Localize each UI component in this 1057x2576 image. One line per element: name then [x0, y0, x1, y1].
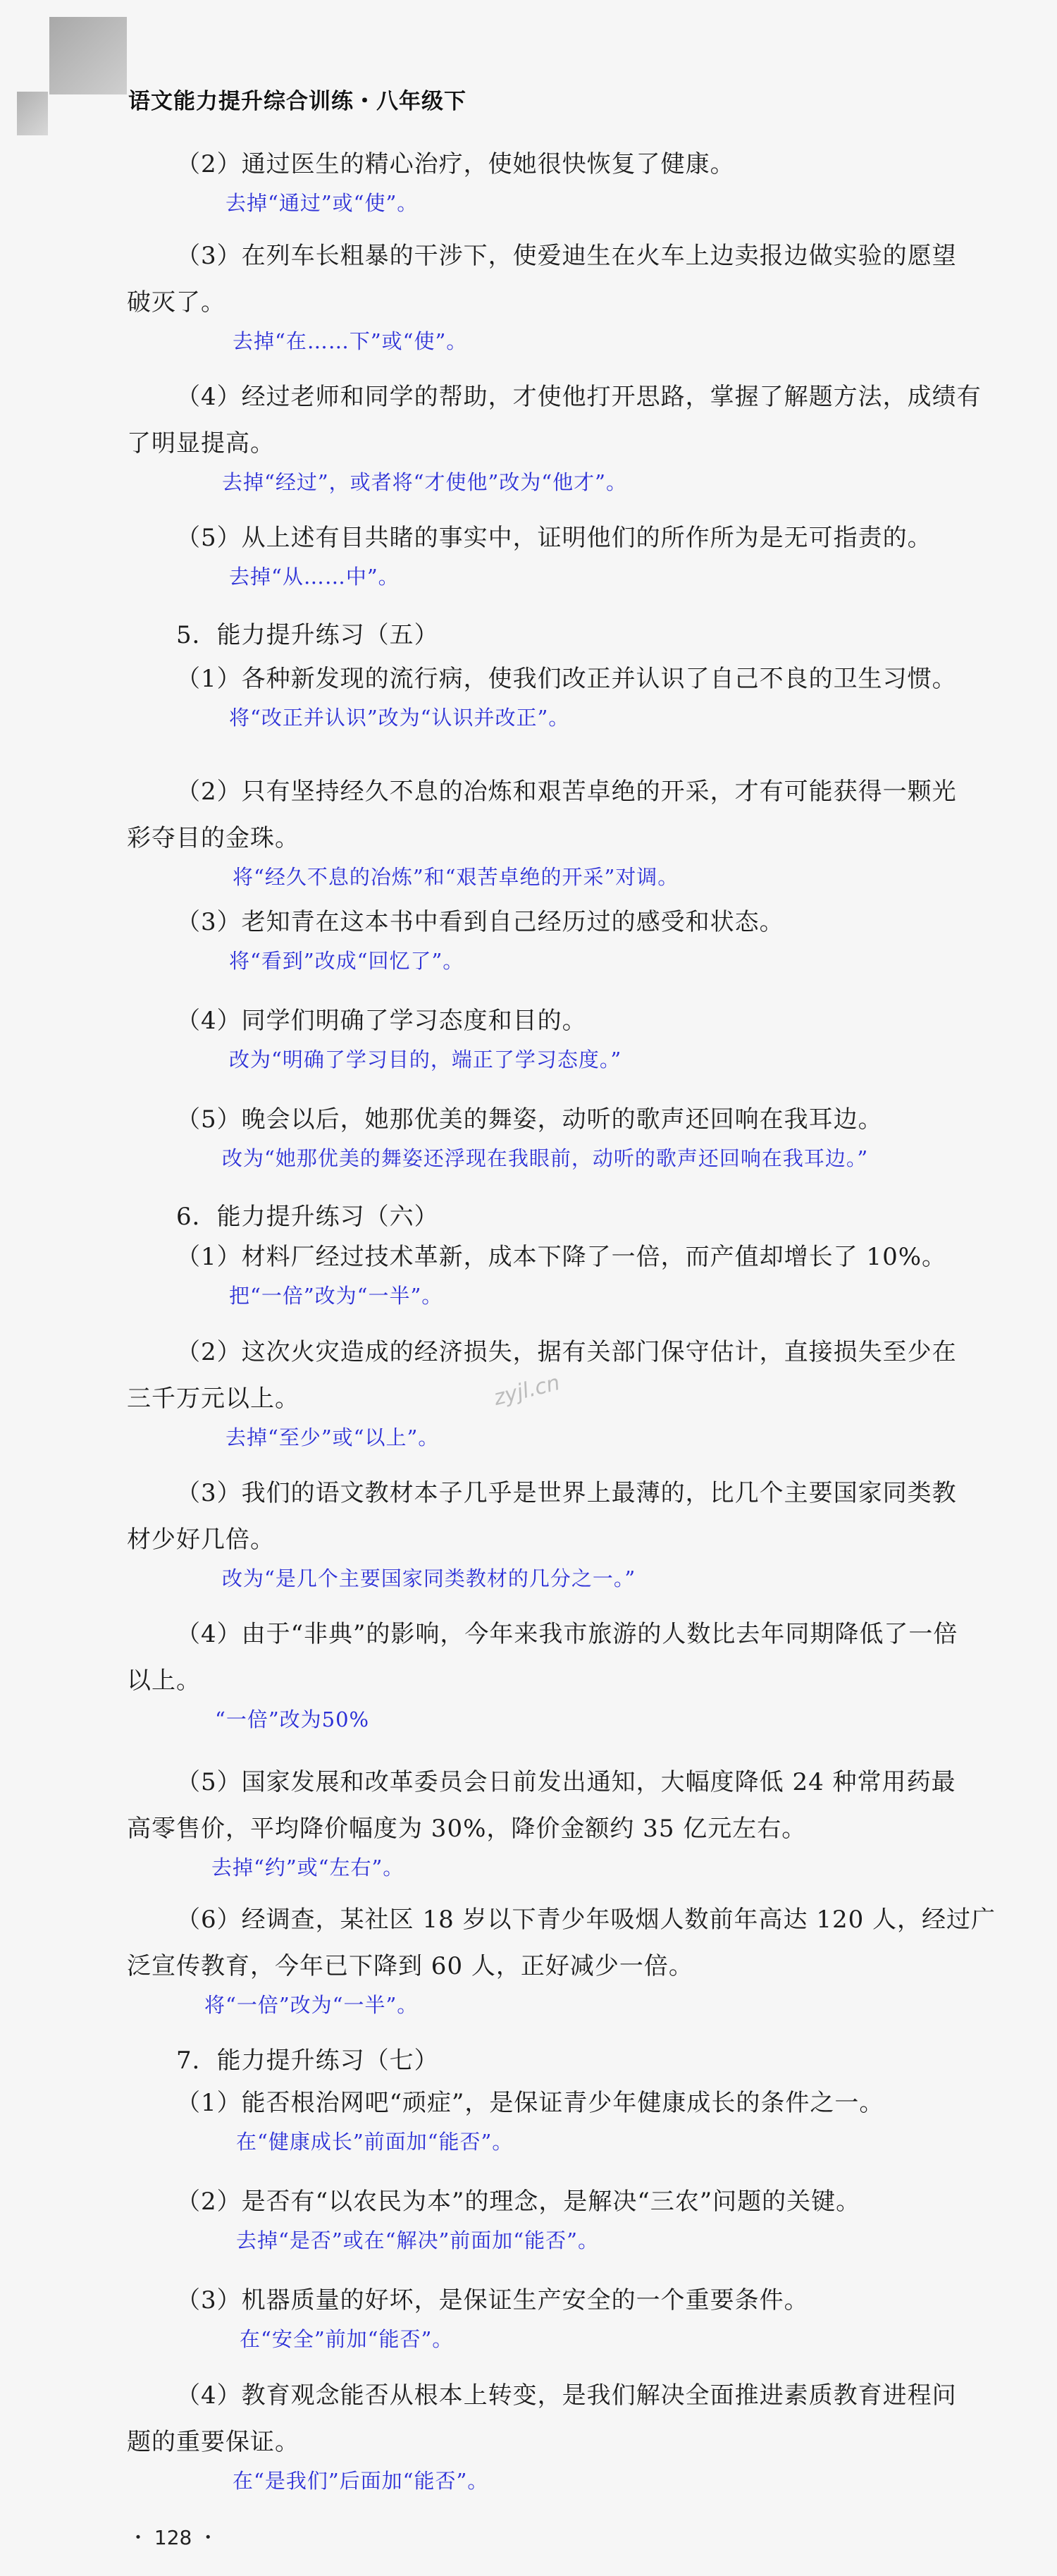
question-line: （3）机器质量的好坏，是保证生产安全的一个重要条件。	[176, 2286, 809, 2314]
question-line: （3）老知青在这本书中看到自己经历过的感受和状态。	[176, 908, 784, 936]
answer-text: 将“经久不息的冶炼”和“艰苦卓绝的开采”对调。	[233, 865, 679, 889]
question-line: （4）教育观念能否从根本上转变，是我们解决全面推进素质教育进程问	[176, 2381, 957, 2410]
question-line-cont: 了明显提高。	[127, 429, 275, 458]
answer-text: 在“安全”前加“能否”。	[240, 2327, 454, 2351]
page-header: 语文能力提升综合训练・八年级下	[128, 89, 466, 114]
question-line: （2）是否有“以农民为本”的理念，是解决“三农”问题的关键。	[176, 2188, 861, 2216]
exercise-item	[0, 2178, 1057, 2254]
question-line: （4）同学们明确了学习态度和目的。	[176, 1007, 587, 1035]
answer-text: 去掉“是否”或在“解决”前面加“能否”。	[236, 2228, 599, 2252]
exercise-item	[0, 768, 1057, 890]
exercise-item	[0, 141, 1057, 216]
question-line-cont: 泛宣传教育，今年已下降到 60 人，正好减少一倍。	[127, 1952, 693, 1980]
question-line: （4）经过老师和同学的帮助，才使他打开思路，掌握了解题方法，成绩有	[176, 383, 982, 411]
question-line: （5）国家发展和改革委员会日前发出通知，大幅度降低 24 种常用药最	[176, 1768, 956, 1796]
answer-text: 去掉“经过”，或者将“才使他”改为“他才”。	[222, 470, 627, 494]
answer-text: 将“看到”改成“回忆了”。	[229, 949, 464, 973]
corner-decoration	[49, 17, 127, 94]
question-line: （5）从上述有目共睹的事实中，证明他们的所作所为是无可指责的。	[176, 524, 932, 552]
exercise-item	[0, 2080, 1057, 2155]
question-line: （1）材料厂经过技术革新，成本下降了一倍，而产值却增长了 10%。	[176, 1243, 947, 1271]
question-line: （2）只有坚持经久不息的冶炼和艰苦卓绝的开采，才有可能获得一颗光	[176, 778, 957, 806]
question-line: （2）这次火灾造成的经济损失，据有关部门保守估计，直接损失至少在	[176, 1338, 957, 1366]
question-line: （2）通过医生的精心治疗，使她很快恢复了健康。	[176, 150, 735, 178]
answer-text: 去掉“通过”或“使”。	[225, 191, 419, 215]
exercise-item	[0, 2372, 1057, 2494]
answer-text: 在“健康成长”前面加“能否”。	[236, 2130, 514, 2154]
exercise-item	[0, 1096, 1057, 1172]
question-line-cont: 材少好几倍。	[127, 1526, 275, 1554]
watermark: zyjl.cn	[491, 1370, 563, 1411]
question-line: （3）在列车长粗暴的干涉下，使爱迪生在火车上边卖报边做实验的愿望	[176, 242, 957, 270]
exercise-item	[0, 1759, 1057, 1881]
answer-text: 去掉“从……中”。	[229, 565, 400, 589]
exercise-item	[0, 1611, 1057, 1733]
answer-text: “一倍”改为50%	[215, 1707, 370, 1731]
question-line-cont: 题的重要保证。	[127, 2428, 299, 2456]
answer-text: 去掉“至少”或“以上”。	[225, 1425, 440, 1449]
question-line: （1）各种新发现的流行病，使我们改正并认识了自己不良的卫生习惯。	[176, 665, 957, 693]
exercise-item	[0, 2277, 1057, 2353]
answer-text: 将“改正并认识”改为“认识并改正”。	[229, 706, 570, 730]
exercise-item	[0, 1896, 1057, 2018]
page-number: ・ 128 ・	[128, 2526, 218, 2549]
corner-decoration-small	[17, 92, 48, 135]
exercise-item	[0, 515, 1057, 590]
answer-text: 改为“她那优美的舞姿还浮现在我眼前，动听的歌声还回响在我耳边。”	[222, 1146, 869, 1170]
exercise-item	[0, 374, 1057, 496]
section-title: 5．能力提升练习（五）	[176, 621, 439, 649]
question-line-cont: 彩夺目的金珠。	[127, 824, 299, 852]
answer-text: 将“一倍”改为“一半”。	[204, 1993, 419, 2017]
answer-text: 把“一倍”改为“一半”。	[229, 1284, 443, 1308]
question-line-cont: 高零售价，平均降价幅度为 30%，降价金额约 35 亿元左右。	[127, 1815, 807, 1843]
section-title: 6．能力提升练习（六）	[176, 1203, 439, 1231]
exercise-item	[0, 1470, 1057, 1592]
exercise-item	[0, 998, 1057, 1073]
question-line: （1）能否根治网吧“顽症”，是保证青少年健康成长的条件之一。	[176, 2089, 884, 2117]
question-line-cont: 三千万元以上。	[127, 1385, 299, 1413]
question-line: （6）经调查，某社区 18 岁以下青少年吸烟人数前年高达 120 人，经过广	[176, 1906, 996, 1934]
answer-text: 改为“明确了学习目的，端正了学习态度。”	[229, 1048, 622, 1072]
exercise-item	[0, 1234, 1057, 1309]
exercise-item	[0, 899, 1057, 974]
answer-text: 去掉“在……下”或“使”。	[233, 329, 468, 353]
question-line: （3）我们的语文教材本子几乎是世界上最薄的，比几个主要国家同类教	[176, 1479, 957, 1507]
answer-text: 去掉“约”或“左右”。	[211, 1856, 404, 1879]
question-line: （5）晚会以后，她那优美的舞姿，动听的歌声还回响在我耳边。	[176, 1105, 883, 1134]
exercise-item	[0, 656, 1057, 731]
exercise-item	[0, 233, 1057, 355]
answer-text: 在“是我们”后面加“能否”。	[233, 2469, 489, 2493]
question-line-cont: 以上。	[127, 1667, 201, 1695]
question-line-cont: 破灭了。	[127, 288, 225, 317]
section-title: 7．能力提升练习（七）	[176, 2047, 439, 2075]
answer-text: 改为“是几个主要国家同类教材的几分之一。”	[222, 1566, 636, 1590]
question-line: （4）由于“非典”的影响，今年来我市旅游的人数比去年同期降低了一倍	[176, 1620, 958, 1648]
